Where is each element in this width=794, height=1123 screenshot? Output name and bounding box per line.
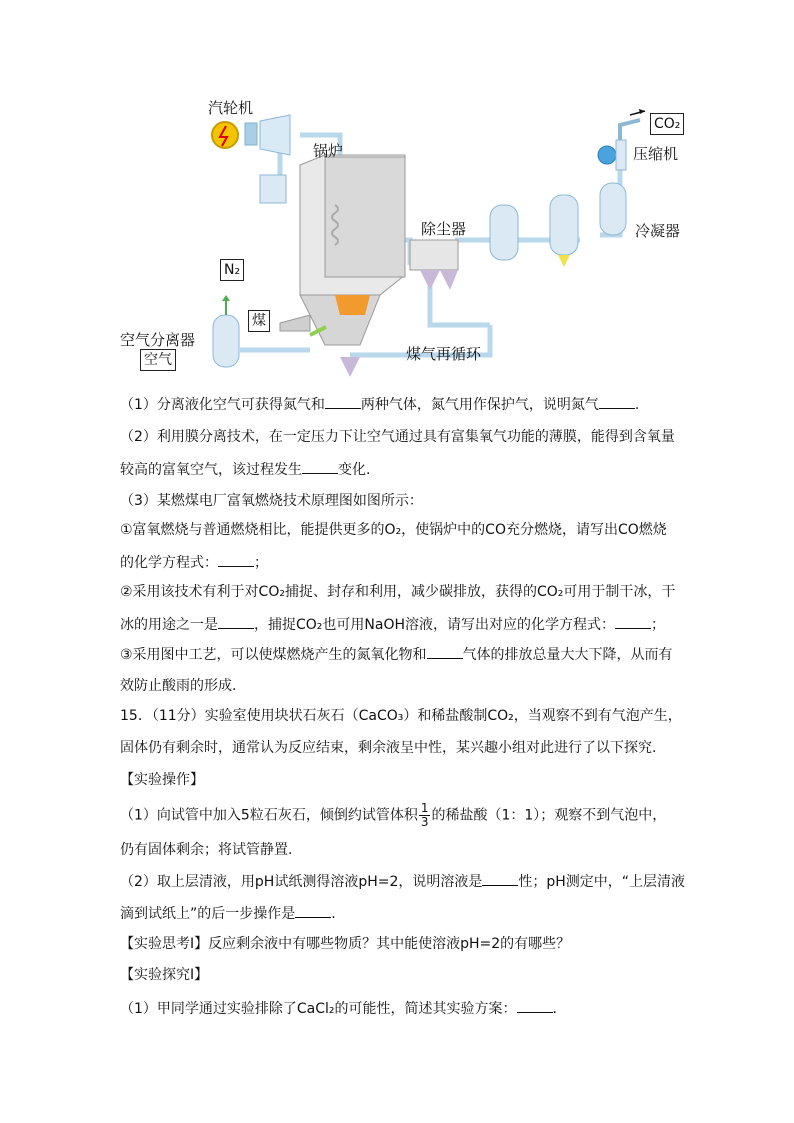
process-diagram — [110, 95, 700, 385]
q3-2-line-2 — [120, 614, 665, 635]
text: 变化. — [338, 462, 371, 478]
text: . — [634, 397, 640, 413]
text: ①富氧燃烧与普通燃烧相比，能提供更多的O₂，使锅炉中的CO充分燃烧，请写出CO燃烧 — [120, 522, 667, 538]
coal-box: 煤 — [248, 310, 270, 332]
text: 15．（11分）实验室使用块状石灰石（CaCO₃）和稀盐酸制CO₂，当观察不到有气泡产生， — [120, 708, 682, 724]
text: 效防止酸雨的形成. — [120, 678, 237, 694]
tank-1-icon — [490, 205, 518, 260]
dust-remover-label: 除尘器 — [421, 220, 467, 238]
blank — [599, 394, 635, 409]
text: 性；pH测定中，“上层清液 — [518, 874, 686, 890]
text: 的稀盐酸（1：1）；观察不到气泡中， — [431, 807, 667, 824]
blank — [482, 871, 518, 886]
text: . — [552, 1001, 557, 1017]
n2-box: N₂ — [220, 259, 244, 281]
q2-line-2 — [120, 459, 370, 480]
text: 冰的用途之一是 — [120, 617, 218, 633]
co2-box: CO₂ — [650, 113, 684, 135]
q1-line — [120, 394, 639, 415]
text: 【实验操作】 — [120, 772, 204, 788]
air-separator-icon — [213, 315, 239, 367]
explore-1 — [120, 965, 208, 985]
text: （2）取上层清液，用pH试纸测得溶液pH=2，说明溶液是 — [120, 874, 483, 890]
q15-line-2 — [120, 738, 656, 758]
frac-numerator: 1 — [420, 801, 429, 815]
blank — [302, 459, 338, 474]
op2-line-2 — [120, 903, 336, 924]
explore-1-q1 — [120, 998, 557, 1019]
compressor-icon — [598, 146, 616, 164]
text: 的化学方程式： — [120, 555, 218, 571]
text: . — [331, 906, 336, 922]
blank — [218, 552, 254, 567]
condenser-icon — [600, 183, 626, 235]
blank — [427, 644, 463, 659]
text: （3）某燃煤电厂富氧燃烧技术原理图如图所示： — [120, 493, 423, 509]
text: （1）分离液化空气可获得氮气和 — [120, 397, 325, 413]
text: ； — [254, 555, 268, 571]
op1-line-1 — [120, 802, 666, 829]
blank — [325, 394, 361, 409]
thinking-1 — [120, 934, 570, 954]
op2-line-1 — [120, 871, 685, 892]
fraction — [419, 802, 431, 829]
boiler-label: 锅炉 — [313, 142, 344, 160]
air-box: 空气 — [140, 349, 176, 371]
text: ，捕捉CO₂也可用NaOH溶液，请写出对应的化学方程式： — [254, 617, 616, 633]
text: （1）甲同学通过实验排除了CaCl₂的可能性，简述其实验方案： — [120, 1001, 517, 1017]
text: 【实验思考Ⅰ】反应剩余液中有哪些物质？其中能使溶液pH=2的有哪些？ — [120, 936, 571, 952]
tank-2-icon — [550, 195, 578, 255]
compressor-label: 压缩机 — [633, 145, 679, 163]
frac-denominator: 3 — [420, 815, 429, 829]
op1-line-2 — [120, 840, 292, 860]
text: 滴到试纸上”的后一步操作是 — [120, 906, 296, 922]
text: 仍有固体剩余；将试管静置. — [120, 842, 293, 858]
text: ②采用该技术有利于对CO₂捕捉、封存和利用，减少碳排放，获得的CO₂可用于制干冰，干 — [120, 584, 676, 600]
turbine-icon — [260, 115, 290, 155]
text: 固体仍有剩余时，通常认为反应结束，剩余液呈中性，某兴趣小组对此进行了以下探究. — [120, 740, 657, 756]
q3-1-line-2 — [120, 552, 268, 573]
text: ③采用图中工艺，可以使煤燃烧产生的氮氧化物和 — [120, 647, 427, 663]
text: （1）向试管中加入5粒石灰石，倾倒约试管体积 — [120, 807, 418, 824]
text: 气体的排放总量大大下降，从而有 — [462, 647, 673, 663]
q3-3-line-1 — [120, 644, 673, 665]
blank — [517, 998, 553, 1013]
diagram-graphics — [110, 95, 700, 385]
text: （2）利用膜分离技术，在一定压力下让空气通过具有富集氧气功能的薄膜，能得到含氧量 — [120, 429, 675, 445]
q3-1-line-1 — [120, 520, 667, 540]
section-operation — [120, 770, 204, 790]
q3-2-line-1 — [120, 582, 675, 602]
blank — [615, 614, 651, 629]
text: 【实验探究Ⅰ】 — [120, 967, 209, 983]
text: 两种气体，氮气用作保护气，说明氮气 — [360, 397, 599, 413]
air-separator-label: 空气分离器 — [120, 331, 196, 349]
turbine-label: 汽轮机 — [208, 99, 254, 117]
q2-line-1 — [120, 427, 675, 447]
text: ； — [651, 617, 666, 633]
q3-line — [120, 491, 423, 511]
q15-line-1 — [120, 706, 682, 726]
blank — [218, 614, 254, 629]
q3-3-line-2 — [120, 676, 236, 696]
blank — [295, 903, 331, 918]
dust-remover-icon — [410, 240, 458, 270]
recirculation-label: 煤气再循环 — [406, 345, 482, 363]
text: 较高的富氧空气，该过程发生 — [120, 462, 302, 478]
condenser-label: 冷凝器 — [635, 222, 681, 240]
